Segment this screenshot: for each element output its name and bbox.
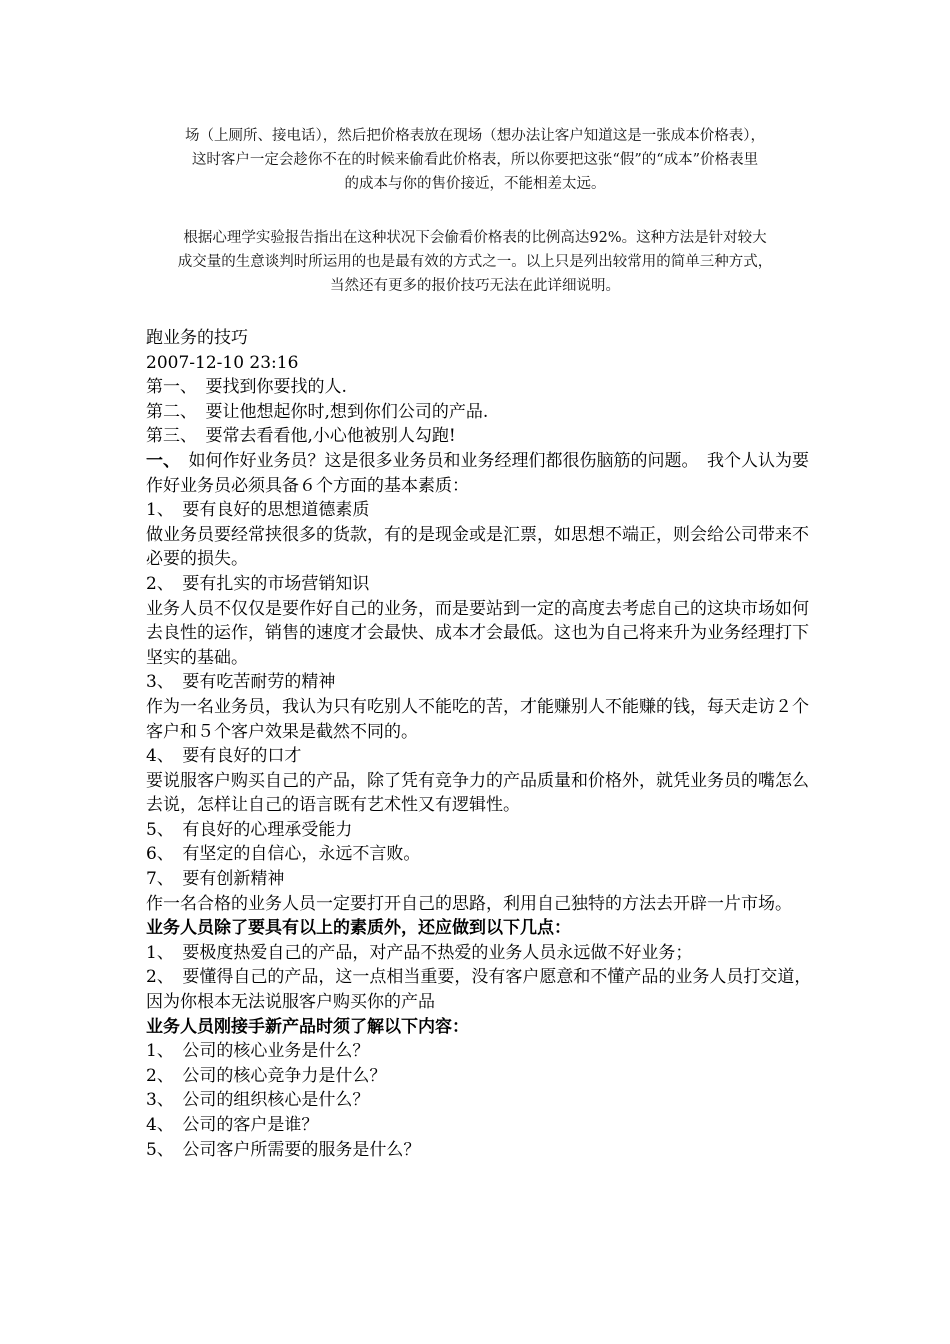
- quality-description: 做业务员要经常挟很多的货款，有的是现金或是汇票，如思想不端正，则会给公司带来不必要的损失。: [146, 524, 809, 570]
- intro-line: 这时客户一定会趁你不在的时候来偷看此价格表，所以你要把这张“假”的“成本”价格表里: [191, 152, 759, 168]
- quality-heading: 1、 要有良好的思想道德素质: [146, 500, 370, 521]
- section3-item: 1、 公司的核心业务是什么？: [146, 1041, 370, 1062]
- quality-heading: 3、 要有吃苦耐劳的精神: [146, 672, 336, 693]
- quality-heading: 5、 有良好的心理承受能力: [146, 819, 353, 840]
- point-item: 第一、 要找到你要找的人.: [146, 377, 347, 398]
- section2-item: 1、 要极度热爱自己的产品，对产品不热爱的业务人员永远做不好业务；: [146, 942, 693, 963]
- section1-text: 如何作好业务员？这是很多业务员和业务经理们都很伤脑筋的问题。 我个人认为要作好业务员必须具备６个方面的基本素质：: [146, 450, 809, 496]
- section2-item: 2、 要懂得自己的产品，这一点相当重要，没有客户愿意和不懂产品的业务人员打交道，因为你根本无法说服客户购买你的产品: [146, 967, 812, 1013]
- article-body: [146, 326, 818, 1162]
- statistics-line: 根据心理学实验报告指出在这种状况下会偷看价格表的比例高达92%。这种方法是针对较大: [183, 230, 767, 246]
- section1-lead: 一、: [146, 450, 172, 471]
- intro-paragraph: [130, 124, 820, 196]
- article-title: 跑业务的技巧: [146, 328, 248, 348]
- quality-description: 业务人员不仅仅是要作好自己的业务，而是要站到一定的高度去考虑自己的这块市场如何去良性的运作，销售的速度才会最快、成本才会最低。这也为自己将来升为业务经理打下坚实的基础。: [146, 598, 809, 668]
- section3-heading: 业务人员刚接手新产品时须了解以下内容：: [146, 1016, 469, 1037]
- section2-heading: 业务人员除了要具有以上的素质外，还应做到以下几点：: [146, 918, 571, 939]
- quality-description: 作一名合格的业务人员一定要打开自己的思路，利用自己独特的方法去开辟一片市场。: [146, 893, 792, 914]
- section3-item: 4、 公司的客户是谁？: [146, 1115, 319, 1135]
- section3-item: 2、 公司的核心竞争力是什么？: [146, 1065, 387, 1086]
- statistics-paragraph: [130, 226, 820, 298]
- article-datetime: 2007-12-10 23:16: [146, 352, 299, 373]
- quality-description: 作为一名业务员，我认为只有吃别人不能吃的苦，才能赚别人不能赚的钱，每天走访２个客户和５个客户效果是截然不同的。: [146, 696, 809, 742]
- intro-line: 场（上厕所、接电话），然后把价格表放在现场（想办法让客户知道这是一张成本价格表），: [185, 128, 765, 144]
- quality-description: 要说服客户购买自己的产品，除了凭有竞争力的产品质量和价格外，就凭业务员的嘴怎么去说，怎样让自己的语言既有艺术性又有逻辑性。: [146, 770, 809, 816]
- quality-heading: 4、 要有良好的口才: [146, 746, 302, 767]
- section3-item: 3、 公司的组织核心是什么？: [146, 1090, 370, 1111]
- intro-line: 的成本与你的售价接近，不能相差太远。: [344, 176, 606, 192]
- statistics-line: 成交量的生意谈判时所运用的也是最有效的方式之一。以上只是列出较常用的简单三种方式，: [177, 254, 773, 270]
- quality-heading: 2、 要有扎实的市场营销知识: [146, 573, 370, 594]
- statistics-line: 当然还有更多的报价技巧无法在此详细说明。: [330, 278, 620, 294]
- point-item: 第二、 要让他想起你时,想到你们公司的产品.: [146, 401, 489, 422]
- section1-paragraph: [146, 449, 818, 498]
- quality-heading: 7、 要有创新精神: [146, 869, 285, 890]
- quality-heading: 6、 有坚定的自信心，永远不言败。: [146, 844, 421, 865]
- point-item: 第三、 要常去看看他,小心他被别人勾跑!: [146, 426, 456, 447]
- section3-item: 5、 公司客户所需要的服务是什么？: [146, 1139, 421, 1160]
